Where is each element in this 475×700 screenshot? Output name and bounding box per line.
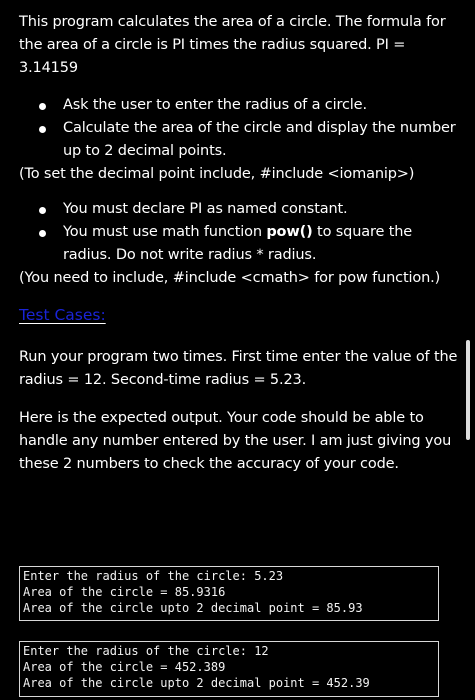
cmath-note: (You need to include, #include <cmath> for pow function.)	[19, 270, 441, 286]
requirements-list	[19, 94, 459, 163]
expected-output-text: Here is the expected output. Your code should be able to handle any number entered by the user. I am just giving you these 2 numbers to check the accuracy of your code.	[19, 410, 452, 472]
console-line: Enter the radius of the circle: 12	[23, 644, 269, 658]
list-item: Calculate the area of the circle and display the number up to 2 decimal points.	[19, 117, 459, 163]
console-output-2	[19, 641, 439, 697]
constraints-list	[19, 198, 459, 267]
console-output-1	[19, 566, 439, 621]
test-cases-heading: Test Cases:	[19, 306, 106, 324]
console-line: Area of the circle = 452.389	[23, 660, 226, 674]
list-item: Ask the user to enter the radius of a circle.	[19, 94, 459, 117]
console-line: Area of the circle = 85.9316	[23, 585, 226, 599]
vertical-scrollbar[interactable]	[466, 340, 470, 440]
list-item: You must declare PI as named constant.	[19, 198, 459, 221]
list-item-text: to square the radius. Do not write radius * radius.	[63, 224, 413, 263]
document-content	[19, 11, 459, 488]
list-item-text: You must use math function	[63, 224, 267, 240]
run-instructions: Run your program two times. First time enter the value of the radius = 12. Second-time radius = 5.23.	[19, 349, 458, 388]
console-line: Area of the circle upto 2 decimal point = 85.93	[23, 601, 363, 615]
intro-paragraph: This program calculates the area of a circle. The formula for the area of a circle is PI times the radius squared. PI = 3.14159	[19, 14, 446, 76]
iomanip-note: (To set the decimal point include, #include <iomanip>)	[19, 166, 415, 182]
pow-function-name: pow()	[266, 224, 313, 240]
list-item	[19, 221, 459, 267]
console-line: Enter the radius of the circle: 5.23	[23, 569, 284, 583]
console-line: Area of the circle upto 2 decimal point = 452.39	[23, 676, 370, 690]
